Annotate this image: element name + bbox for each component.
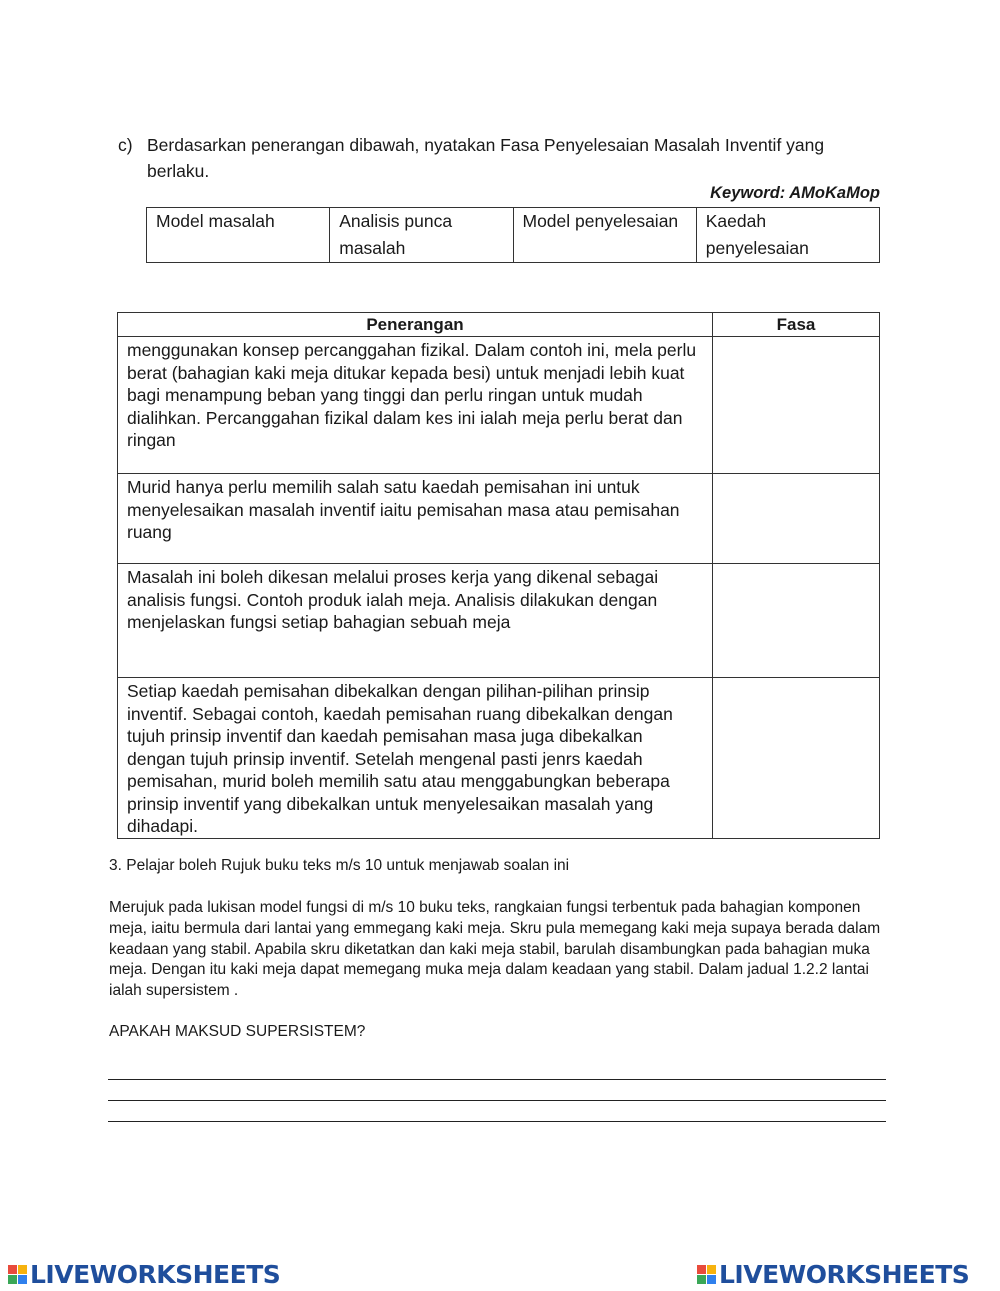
logo-blocks-icon	[8, 1265, 27, 1284]
keyword-option: Kaedah penyelesaian	[696, 208, 879, 263]
keyword-table	[146, 207, 880, 263]
liveworksheets-logo-right	[697, 1260, 969, 1288]
table-row	[118, 678, 880, 839]
fasa-answer-cell[interactable]	[713, 474, 880, 564]
answer-line[interactable]	[108, 1100, 886, 1101]
question-3-paragraph: Merujuk pada lukisan model fungsi di m/s 10 buku teks, rangkaian fungsi terbentuk pada bahagian komponen meja, iaitu bermula dari lantai yang emmegang kaki meja. Skru pula memegang kaki meja supaya berada dalam keadaan yang stabil. Apabila skru diketatkan dan kaki meja stabil, barulah disambungkan pada bahagian muka meja. Dengan itu kaki meja dapat memegang muka meja dalam keadaan yang stabil. Dalam jadual 1.2.2 lantai ialah supersistem .	[109, 899, 881, 1000]
answer-line[interactable]	[108, 1121, 886, 1122]
liveworksheets-logo-left	[8, 1260, 280, 1288]
keyword-hint: Keyword: AMoKaMop	[710, 184, 880, 202]
column-header-fasa: Fasa	[713, 313, 880, 337]
answer-line[interactable]	[108, 1079, 886, 1080]
fasa-answer-cell[interactable]	[713, 564, 880, 678]
description-cell: Masalah ini boleh dikesan melalui proses kerja yang dikenal sebagai analisis fungsi. Contoh produk ialah meja. Analisis dilakukan dengan menjelaskan fungsi setiap bahagian sebuah meja	[118, 564, 713, 678]
column-header-penerangan: Penerangan	[118, 313, 713, 337]
logo-text: LIVEWORKSHEETS	[719, 1259, 970, 1289]
description-cell: menggunakan konsep percanggahan fizikal. Dalam contoh ini, mela perlu berat (bahagian kaki meja ditukar kepada besi) untuk menjadi lebih kuat bagi menampung beban yang tinggi dan perlu ringan untuk mudah dialihkan. Percanggahan fizikal dalam kes ini ialah meja perlu berat dan ringan	[118, 337, 713, 474]
fasa-answer-cell[interactable]	[713, 678, 880, 839]
keyword-option: Model masalah	[147, 208, 330, 263]
keyword-option: Model penyelesaian	[513, 208, 696, 263]
table-row	[118, 564, 880, 678]
table-row	[118, 474, 880, 564]
phase-table	[117, 312, 880, 839]
description-cell: Murid hanya perlu memilih salah satu kaedah pemisahan ini untuk menyelesaikan masalah inventif iaitu pemisahan masa atau pemisahan ruang	[118, 474, 713, 564]
keyword-option: Analisis punca masalah	[330, 208, 513, 263]
logo-text: LIVEWORKSHEETS	[30, 1259, 281, 1289]
question-c-text: Berdasarkan penerangan dibawah, nyatakan Fasa Penyelesaian Masalah Inventif yang berlaku.	[147, 135, 825, 181]
fasa-answer-cell[interactable]	[713, 337, 880, 474]
question-c-label: c)	[118, 135, 133, 155]
table-row	[118, 337, 880, 474]
question-3-ask: APAKAH MAKSUD SUPERSISTEM?	[109, 1023, 366, 1040]
question-3-heading: 3. Pelajar boleh Rujuk buku teks m/s 10 untuk menjawab soalan ini	[109, 857, 570, 874]
logo-blocks-icon	[697, 1265, 716, 1284]
description-cell: Setiap kaedah pemisahan dibekalkan dengan pilihan-pilihan prinsip inventif. Sebagai contoh, kaedah pemisahan ruang dibekalkan dengan tujuh prinsip inventif dan kaedah pemisahan masa juga dibekalkan dengan tujuh prinsip inventif. Setelah mengenal pasti jenrs kaedah pemisahan, murid boleh memilih satu atau menggabungkan beberapa prinsip inventif yang dibekalkan untuk menyelesaikan masalah yang dihadapi.	[118, 678, 713, 839]
